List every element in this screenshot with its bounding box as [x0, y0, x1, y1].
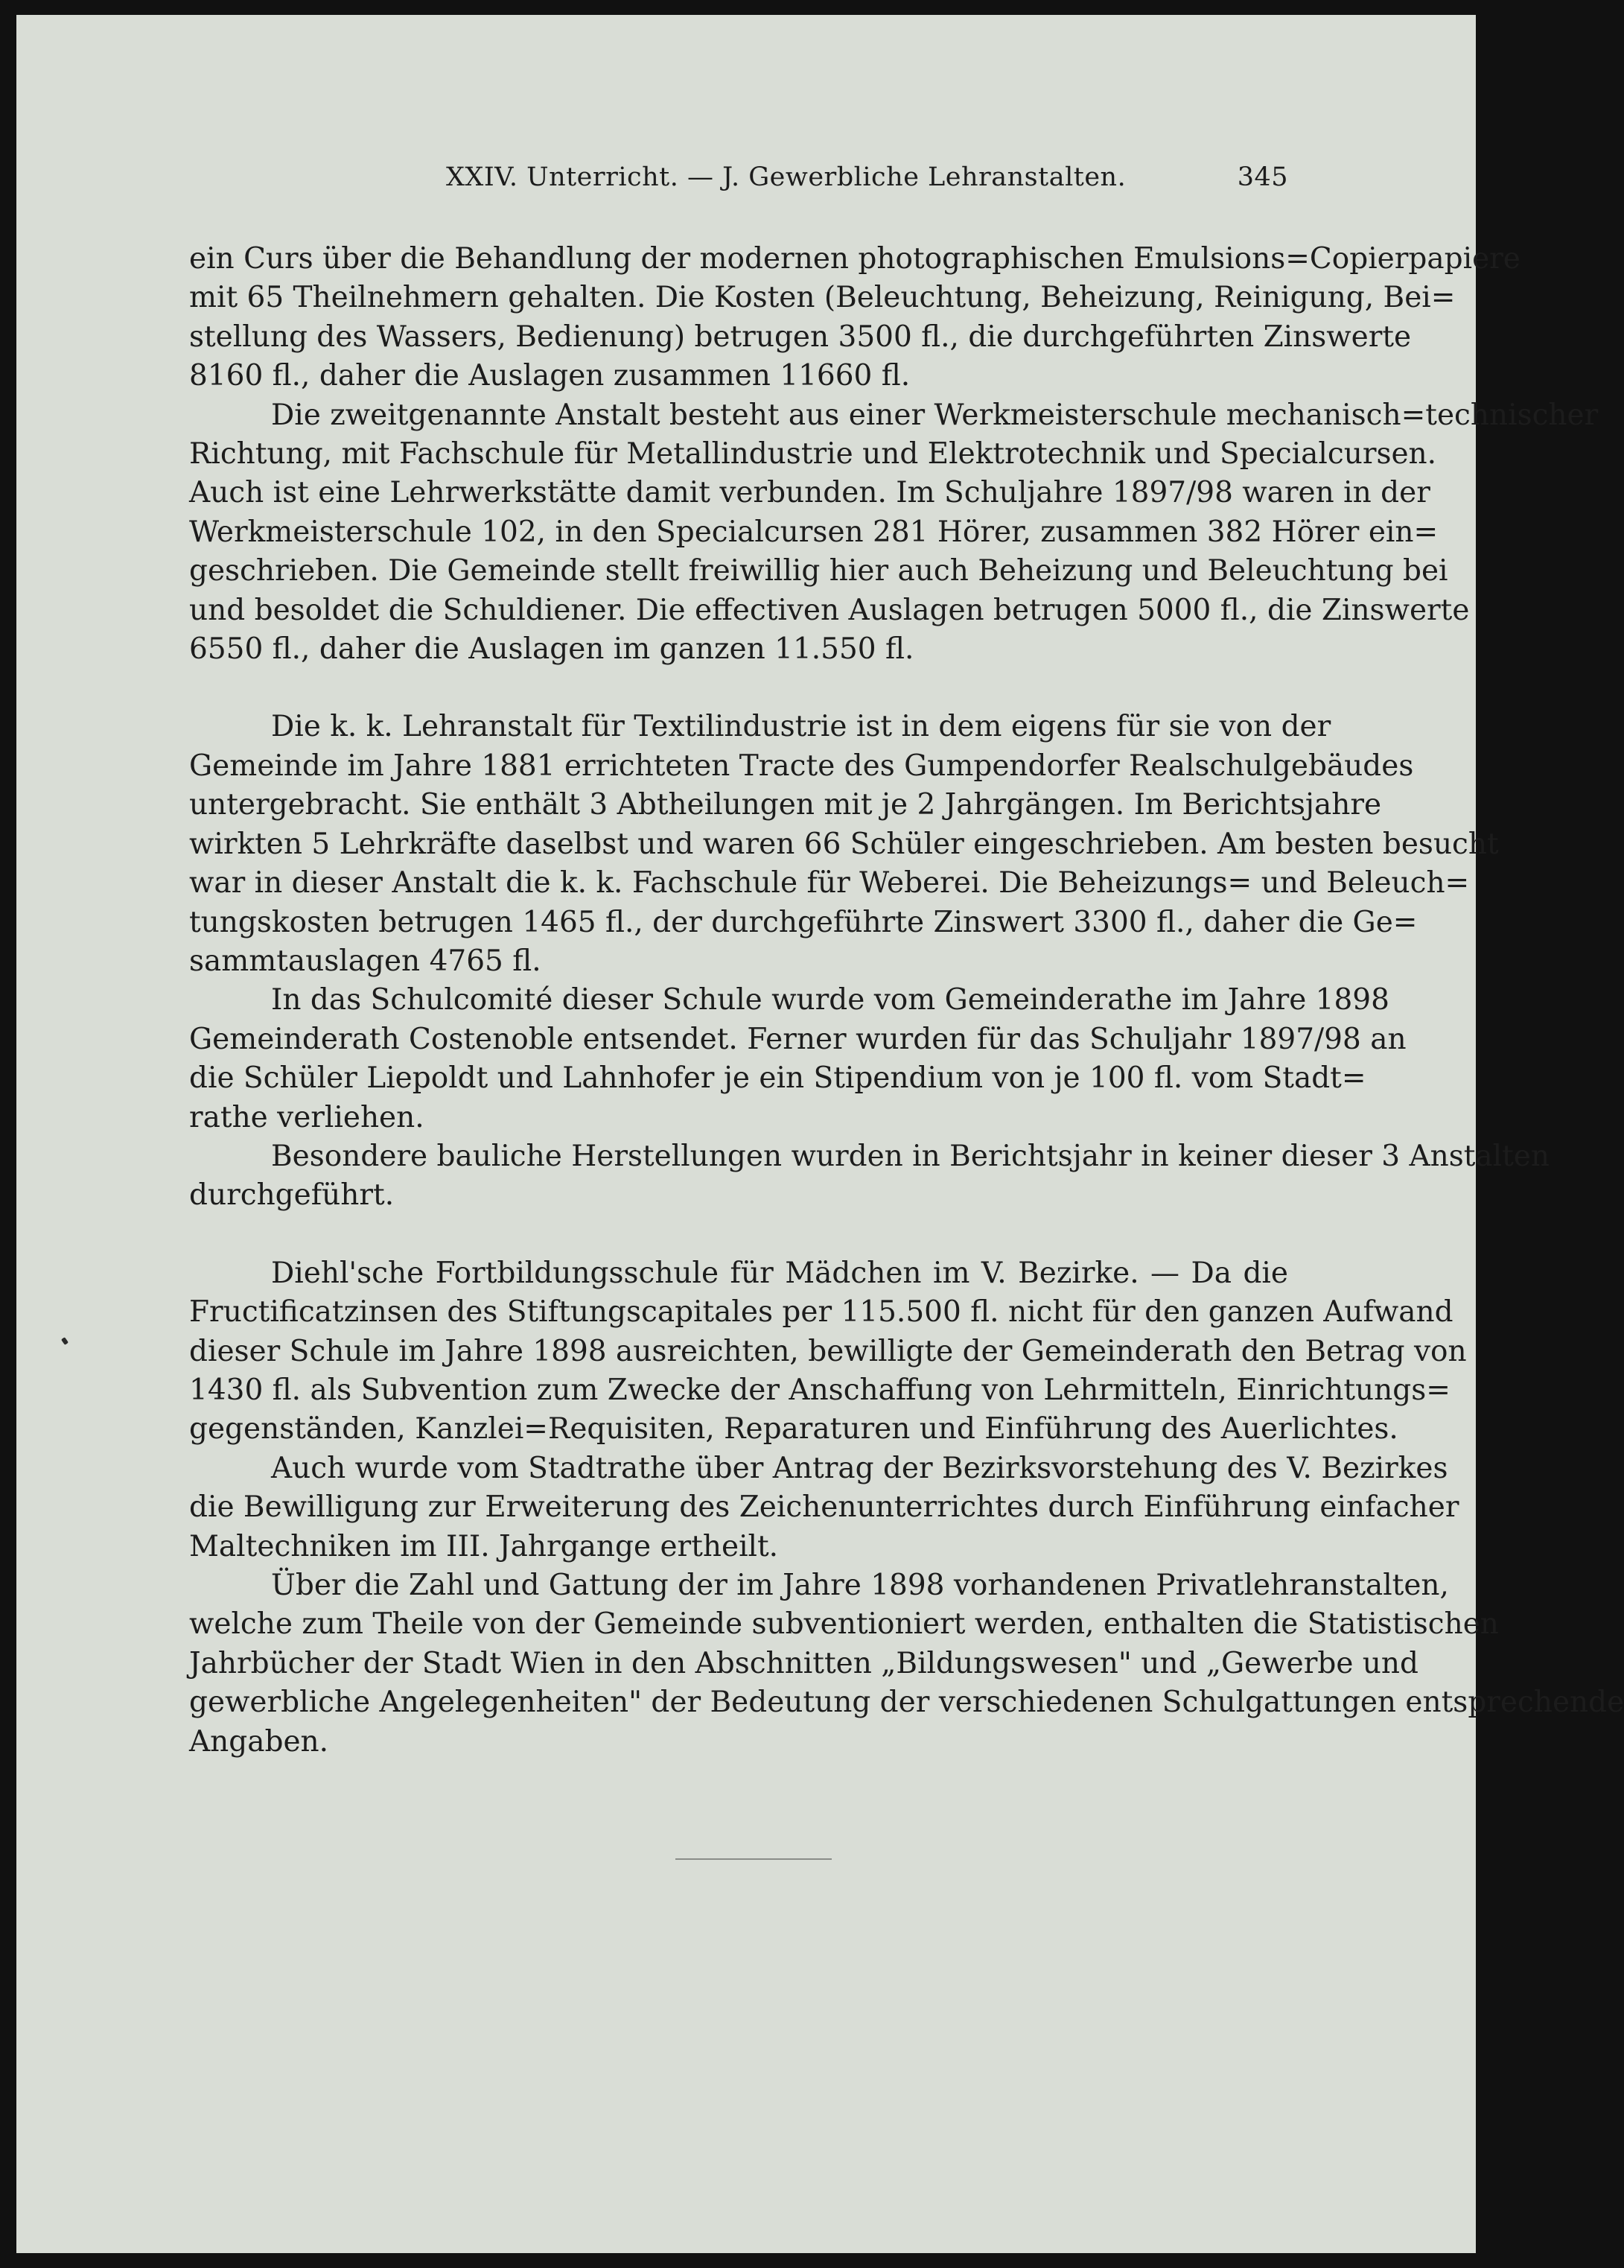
paragraph [189, 1566, 1624, 1762]
section-gap [189, 1216, 1288, 1254]
text-line: Auch wurde vom Stadtrathe über Antrag der Bezirksvorstehung des V. Bezirkes [271, 1451, 1448, 1485]
text-line: die Schüler Liepoldt und Lahnhofer je ein Stipendium von je 100 fl. vom Stadt= [189, 1061, 1366, 1096]
text-line: Werkmeisterschule 102, in den Specialcursen 281 Hörer, zusammen 382 Hörer ein= [189, 515, 1439, 549]
text-line: Gemeinderath Costenoble entsendet. Ferner wurden für das Schuljahr 1897/98 an [189, 1022, 1407, 1056]
text-line: 1430 fl. als Subvention zum Zwecke der Anschaffung von Lehrmitteln, Einrichtungs= [189, 1373, 1451, 1407]
text-line: sammtauslagen 4765 fl. [189, 944, 541, 978]
text-line: geschrieben. Die Gemeinde stellt freiwillig hier auch Beheizung und Beleuchtung bei [189, 554, 1448, 588]
text-line: Jahrbücher der Stadt Wien in den Abschnitten „Bildungswesen" und „Gewerbe und [189, 1646, 1419, 1680]
text-line: Die k. k. Lehranstalt für Textilindustrie ist in dem eigens für sie von der [271, 710, 1331, 744]
text-line: Über die Zahl und Gattung der im Jahre 1898 vorhandenen Privatlehranstalten, [271, 1569, 1449, 1602]
text-line: untergebracht. Sie enthält 3 Abtheilungen mit je 2 Jahrgängen. Im Berichtsjahre [189, 788, 1382, 822]
paragraph [189, 981, 1407, 1137]
paragraph [189, 1137, 1550, 1216]
ink-speck [61, 1337, 69, 1345]
text-line: gewerbliche Angelegenheiten" der Bedeutung der verschiedenen Schulgattungen entsprechende [189, 1686, 1624, 1720]
text-line: die Bewilligung zur Erweiterung des Zeichenunterrichtes durch Einführung einfacher [189, 1490, 1459, 1525]
text-line: Fructificatzinsen des Stiftungscapitales per 115.500 fl. nicht für den ganzen Aufwand [189, 1295, 1453, 1330]
text-line: In das Schulcomité dieser Schule wurde vom Gemeinderathe im Jahre 1898 [271, 983, 1389, 1017]
text-line: Maltechniken im III. Jahrgange ertheilt. [189, 1529, 779, 1563]
paragraph [189, 240, 1520, 396]
page-number: 345 [1237, 162, 1288, 192]
text-line: war in dieser Anstalt die k. k. Fachschule für Weberei. Die Beheizungs= und Beleuch= [189, 866, 1470, 900]
document-page [16, 15, 1624, 2253]
text-line: rathe verliehen. [189, 1100, 424, 1134]
text-line: ein Curs über die Behandlung der modernen photographischen Emulsions=Copierpapiere [189, 242, 1520, 276]
end-rule [675, 1858, 832, 1860]
text-line: welche zum Theile von der Gemeinde subventioniert werden, enthalten die Statistischen [189, 1607, 1499, 1642]
text-line: mit 65 Theilnehmern gehalten. Die Kosten (Beleuchtung, Beheizung, Reinigung, Bei= [189, 281, 1456, 315]
paragraph [189, 708, 1499, 981]
text-line: wirkten 5 Lehrkräfte daselbst und waren 66 Schüler eingeschrieben. Am besten besucht [189, 827, 1499, 861]
text-line: Angaben. [189, 1724, 329, 1759]
text-line: dieser Schule im Jahre 1898 ausreichten, bewilligte der Gemeinderath den Betrag von [189, 1334, 1467, 1368]
text-line: und besoldet die Schuldiener. Die effectiven Auslagen betrugen 5000 fl., die Zinswerte [189, 593, 1470, 627]
text-line: Die zweitgenannte Anstalt besteht aus einer Werkmeisterschule mechanisch=technischer [271, 398, 1599, 432]
text-line: tungskosten betrugen 1465 fl., der durchgeführte Zinswert 3300 fl., daher die Ge= [189, 905, 1418, 939]
text-line: 6550 fl., daher die Auslagen im ganzen 11.550 fl. [189, 632, 914, 667]
text-line: 8160 fl., daher die Auslagen zusammen 11660 fl. [189, 359, 911, 393]
text-line: durchgeführt. [189, 1178, 395, 1213]
text-line: Richtung, mit Fachschule für Metallindustrie und Elektrotechnik und Specialcursen. [189, 437, 1437, 471]
paragraph [189, 396, 1599, 670]
text-line: Auch ist eine Lehrwerkstätte damit verbunden. Im Schuljahre 1897/98 waren in der [189, 476, 1430, 510]
text-line: Gemeinde im Jahre 1881 errichteten Tracte des Gumpendorfer Realschulgebäudes [189, 749, 1414, 783]
paragraph [189, 1254, 1467, 1449]
header-title: XXIV. Unterricht. — J. Gewerbliche Lehranstalten. [446, 162, 1127, 192]
text-line: gegenständen, Kanzlei=Requisiten, Reparaturen und Einführung des Auerlichtes. [189, 1412, 1398, 1446]
text-line: stellung des Wassers, Bedienung) betrugen 3500 fl., die durchgeführten Zinswerte [189, 320, 1412, 354]
body-text [189, 240, 1624, 1762]
text-line: Diehl'sche Fortbildungsschule für Mädchen im V. Bezirke. — Da die [271, 1256, 1288, 1290]
text-line: Besondere bauliche Herstellungen wurden in Berichtsjahr in keiner dieser 3 Anstalten [271, 1139, 1550, 1173]
section-gap [189, 669, 1288, 708]
paragraph [189, 1449, 1459, 1566]
